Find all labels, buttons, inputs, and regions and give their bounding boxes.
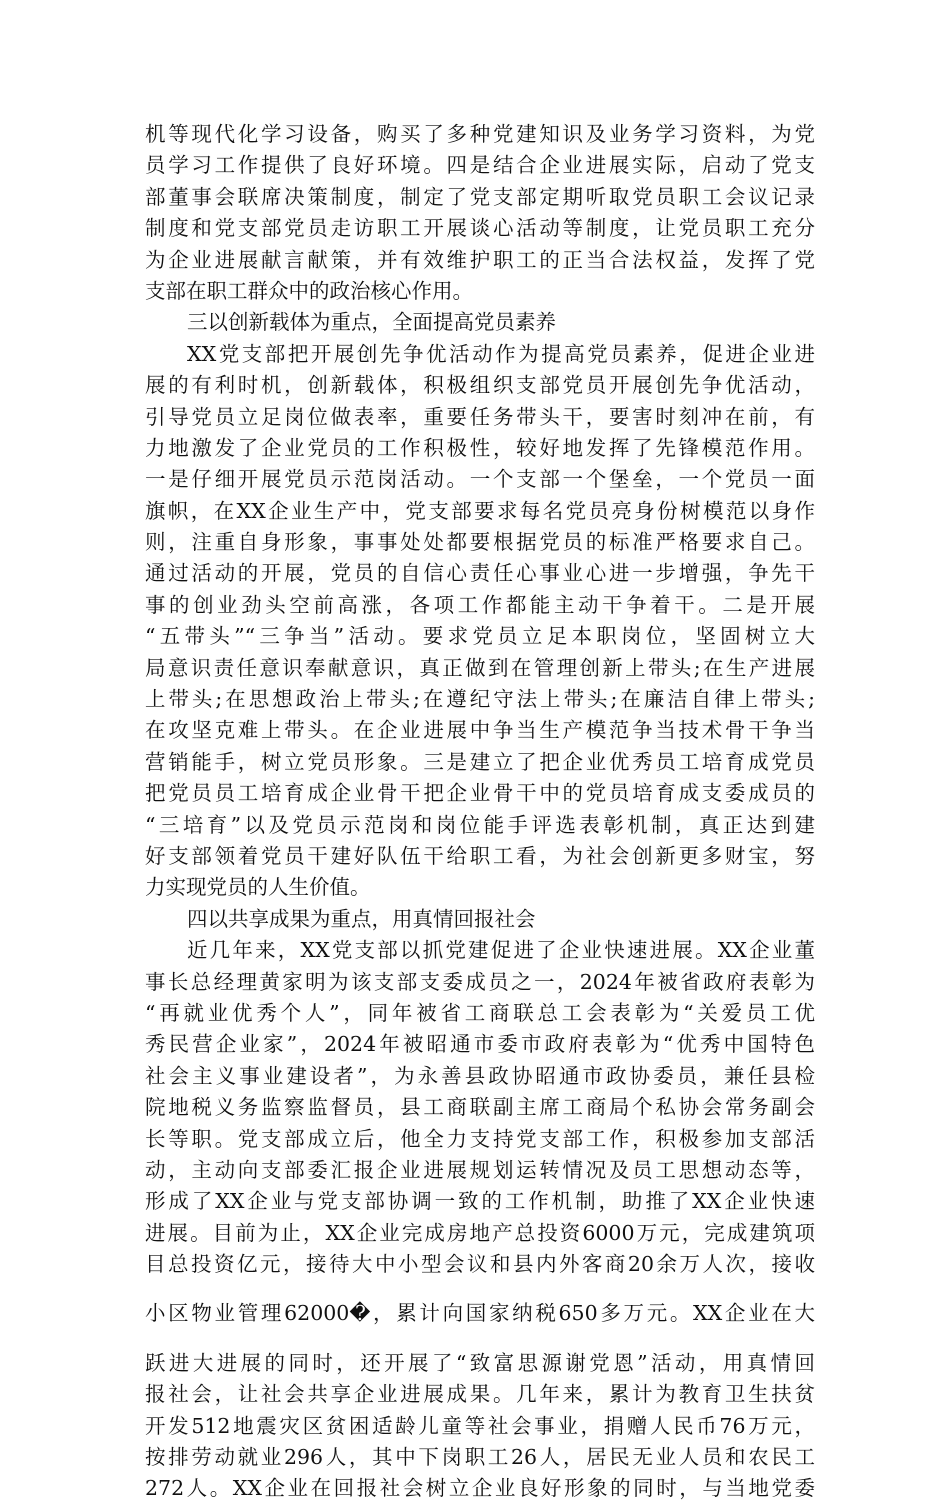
text-line: 院地税义务监察监督员，县工商联副主席工商局个私协会常务副会 — [145, 1095, 815, 1120]
text-line: 小区物业管理62000�，累计向国家纳税650多万元。XX企业在大 — [145, 1301, 815, 1326]
text-line: 开发512地震灾区贫困适龄儿童等社会事业，捐赠人民币76万元， — [145, 1413, 815, 1438]
text-line: 制度和党支部党员走访职工开展谈心活动等制度，让党员职工充分 — [145, 216, 815, 241]
text-line: 好支部领着党员干建好队伍干给职工看，为社会创新更多财宝，努 — [145, 843, 815, 868]
text-line: 通过活动的开展，党员的自信心责任心事业心进一步增强，争先干 — [145, 561, 815, 586]
text-line: 三以创新载体为重点，全面提高党员素养 — [187, 310, 556, 335]
text-line: 则，注重自身形象，事事处处都要根据党员的标准严格要求自己。 — [145, 530, 815, 555]
text-line: 社会主义事业建设者”，为永善县政协昭通市政协委员，兼任县检 — [145, 1063, 815, 1088]
text-line: 长等职。党支部成立后，他全力支持党支部工作，积极参加支部活 — [145, 1126, 815, 1151]
text-line: 局意识责任意识奉献意识，真正做到在管理创新上带头;在生产进展 — [145, 655, 815, 680]
document-body — [145, 119, 815, 1505]
text-line: “五带头”“三争当”活动。要求党员立足本职岗位，坚固树立大 — [145, 624, 815, 649]
text-line: 一是仔细开展党员示范岗活动。一个支部一个堡垒，一个党员一面 — [145, 467, 815, 492]
text-line: 力实现党员的人生价值。 — [145, 875, 371, 900]
text-line: 目总投资亿元，接待大中小型会议和县内外客商20余万人次，接收 — [145, 1252, 815, 1277]
text-line: 营销能手，树立党员形象。三是建立了把企业优秀员工培育成党员 — [145, 749, 815, 774]
text-line: 为企业进展献言献策，并有效维护职工的正当合法权益，发挥了党 — [145, 247, 815, 272]
text-line: 在攻坚克难上带头。在企业进展中争当生产模范争当技术骨干争当 — [145, 718, 815, 743]
text-line: 秀民营企业家”，2024年被昭通市委市政府表彰为“优秀中国特色 — [145, 1032, 815, 1057]
text-line: 机等现代化学习设备，购买了多种党建知识及业务学习资料，为党 — [145, 122, 815, 146]
text-line: XX党支部把开展创先争优活动作为提高党员素养，促进企业进 — [187, 341, 815, 366]
text-line: 272人。XX企业在回报社会树立企业良好形象的同时，与当地党委 — [145, 1476, 815, 1501]
text-line: 按排劳动就业296人，其中下岗职工26人，居民无业人员和农民工 — [145, 1445, 815, 1470]
text-line: 进展。目前为止，XX企业完成房地产总投资6000万元，完成建筑项 — [145, 1220, 815, 1245]
text-line: 把党员员工培育成企业骨干把企业骨干中的党员培育成支委成员的 — [145, 781, 815, 806]
text-line: 形成了XX企业与党支部协调一致的工作机制，助推了XX企业快速 — [145, 1189, 815, 1214]
text-line: 展的有利时机，创新载体，积极组织支部党员开展创先争优活动， — [145, 373, 815, 398]
text-line: 引导党员立足岗位做表率，重要任务带头干，要害时刻冲在前，有 — [145, 404, 815, 429]
text-line: 上带头;在思想政治上带头;在遵纪守法上带头;在廉洁自律上带头; — [145, 687, 815, 712]
text-line: 动，主动向支部委汇报企业进展规划运转情况及员工思想动态等， — [145, 1157, 815, 1182]
text-line: 事长总经理黄家明为该支部支委成员之一，2024年被省政府表彰为 — [145, 969, 815, 994]
text-line: 四以共享成果为重点，用真情回报社会 — [187, 906, 536, 931]
text-line: “再就业优秀个人”，同年被省工商联总工会表彰为“关爱员工优 — [145, 1000, 815, 1025]
text-line: “三培育”以及党员示范岗和岗位能手评选表彰机制，真正达到建 — [145, 812, 815, 837]
text-line: 旗帜，在XX企业生产中，党支部要求每名党员亮身份树模范以身作 — [145, 498, 815, 523]
text-line: 力地激发了企业党员的工作积极性，较好地发挥了先锋模范作用。 — [145, 435, 815, 460]
text-line: 跃进大进展的同时，还开展了“致富思源谢党恩”活动，用真情回 — [145, 1350, 815, 1375]
text-line: 近几年来，XX党支部以抓党建促进了企业快速进展。XX企业董 — [187, 938, 815, 963]
text-line: 支部在职工群众中的政治核心作用。 — [145, 278, 473, 303]
text-line: 部董事会联席决策制度，制定了党支部定期听取党员职工会议记录 — [145, 184, 815, 209]
text-line: 员学习工作提供了良好环境。四是结合企业进展实际，启动了党支 — [145, 153, 815, 178]
text-line: 报社会，让社会共享企业进展成果。几年来，累计为教育卫生扶贫 — [145, 1382, 815, 1407]
text-line: 事的创业劲头空前高涨，各项工作都能主动干争着干。二是开展 — [145, 592, 815, 617]
